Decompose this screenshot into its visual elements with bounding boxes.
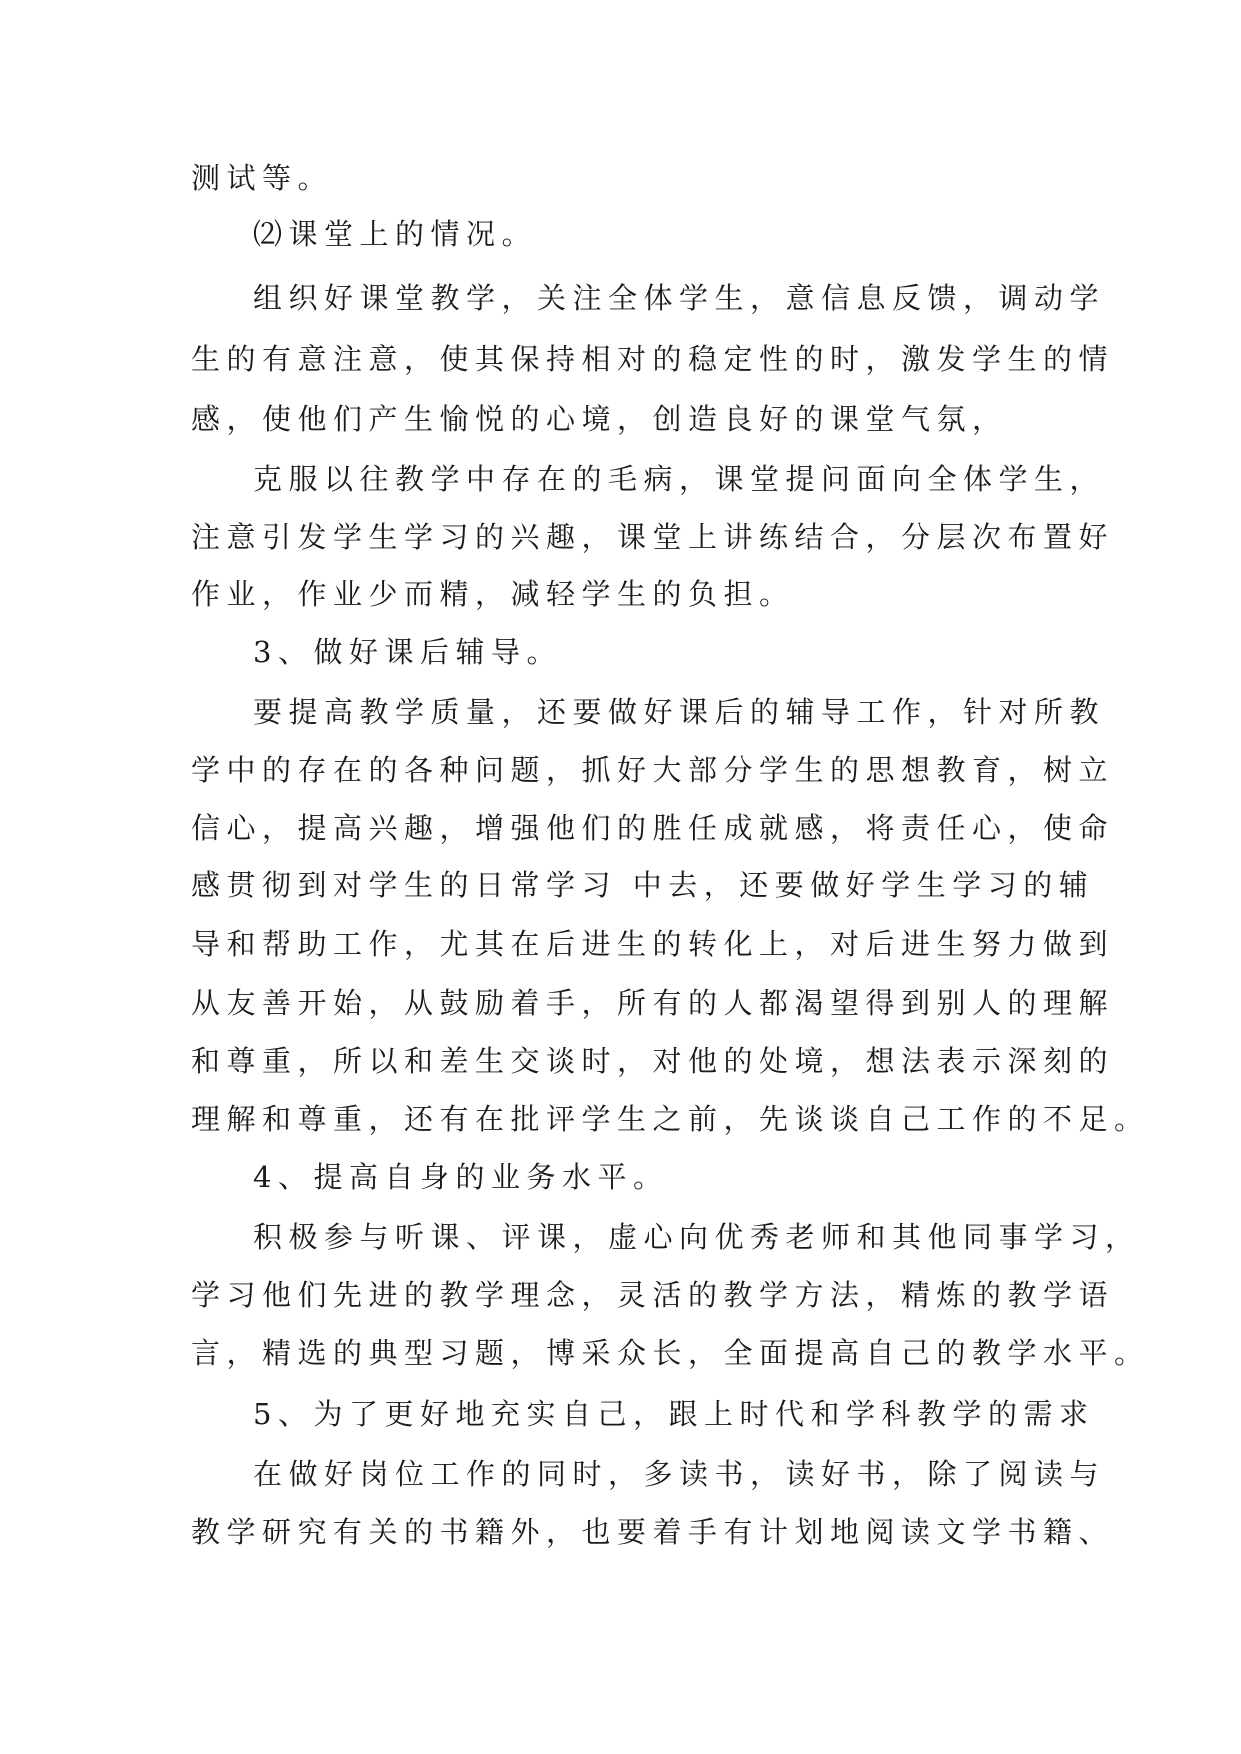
text-line: 教学研究有关的书籍外，也要着手有计划地阅读文学书籍、 [191, 1515, 1115, 1549]
text-line: 言，精选的典型习题，博采众长，全面提高自己的教学水平。 [191, 1336, 1150, 1370]
text-line: 作业，作业少而精，减轻学生的负担。 [191, 577, 795, 611]
text-line: 导和帮助工作，尤其在后进生的转化上，对后进生努力做到 [191, 927, 1115, 961]
text-line: 4、提高自身的业务水平。 [253, 1160, 669, 1194]
text-line: 在做好岗位工作的同时，多读书，读好书，除了阅读与 [253, 1457, 1106, 1491]
text-line: 注意引发学生学习的兴趣，课堂上讲练结合，分层次布置好 [191, 520, 1115, 554]
text-line: 信心，提高兴趣，增强他们的胜任成就感，将责任心，使命 [191, 811, 1115, 845]
text-line: 积极参与听课、评课，虚心向优秀老师和其他同事学习， [253, 1220, 1141, 1254]
text-line: 3、做好课后辅导。 [253, 635, 562, 669]
text-line: 5、为了更好地充实自己，跟上时代和学科教学的需求 [253, 1397, 1095, 1431]
text-line: 学习他们先进的教学理念，灵活的教学方法，精炼的教学语 [191, 1278, 1115, 1312]
text-line: 从友善开始，从鼓励着手，所有的人都渴望得到别人的理解 [191, 986, 1115, 1020]
text-line: 测试等。 [191, 161, 334, 195]
text-line: 感贯彻到对学生的日常学习 中去，还要做好学生学习的辅 [191, 868, 1095, 902]
text-line: 克服以往教学中存在的毛病，课堂提问面向全体学生， [253, 462, 1106, 496]
text-line: 和尊重，所以和差生交谈时，对他的处境，想法表示深刻的 [191, 1044, 1115, 1078]
text-line: 要提高教学质量，还要做好课后的辅导工作，针对所教 [253, 695, 1106, 729]
text-line: 感，使他们产生愉悦的心境，创造良好的课堂气氛， [191, 402, 1008, 436]
text-line: 理解和尊重，还有在批评学生之前，先谈谈自己工作的不足。 [191, 1102, 1150, 1136]
text-line: ⑵课堂上的情况。 [253, 217, 538, 251]
text-line: 组织好课堂教学，关注全体学生，意信息反馈，调动学 [253, 281, 1106, 315]
text-line: 学中的存在的各种问题，抓好大部分学生的思想教育，树立 [191, 753, 1115, 787]
text-line: 生的有意注意，使其保持相对的稳定性的时，激发学生的情 [191, 342, 1115, 376]
